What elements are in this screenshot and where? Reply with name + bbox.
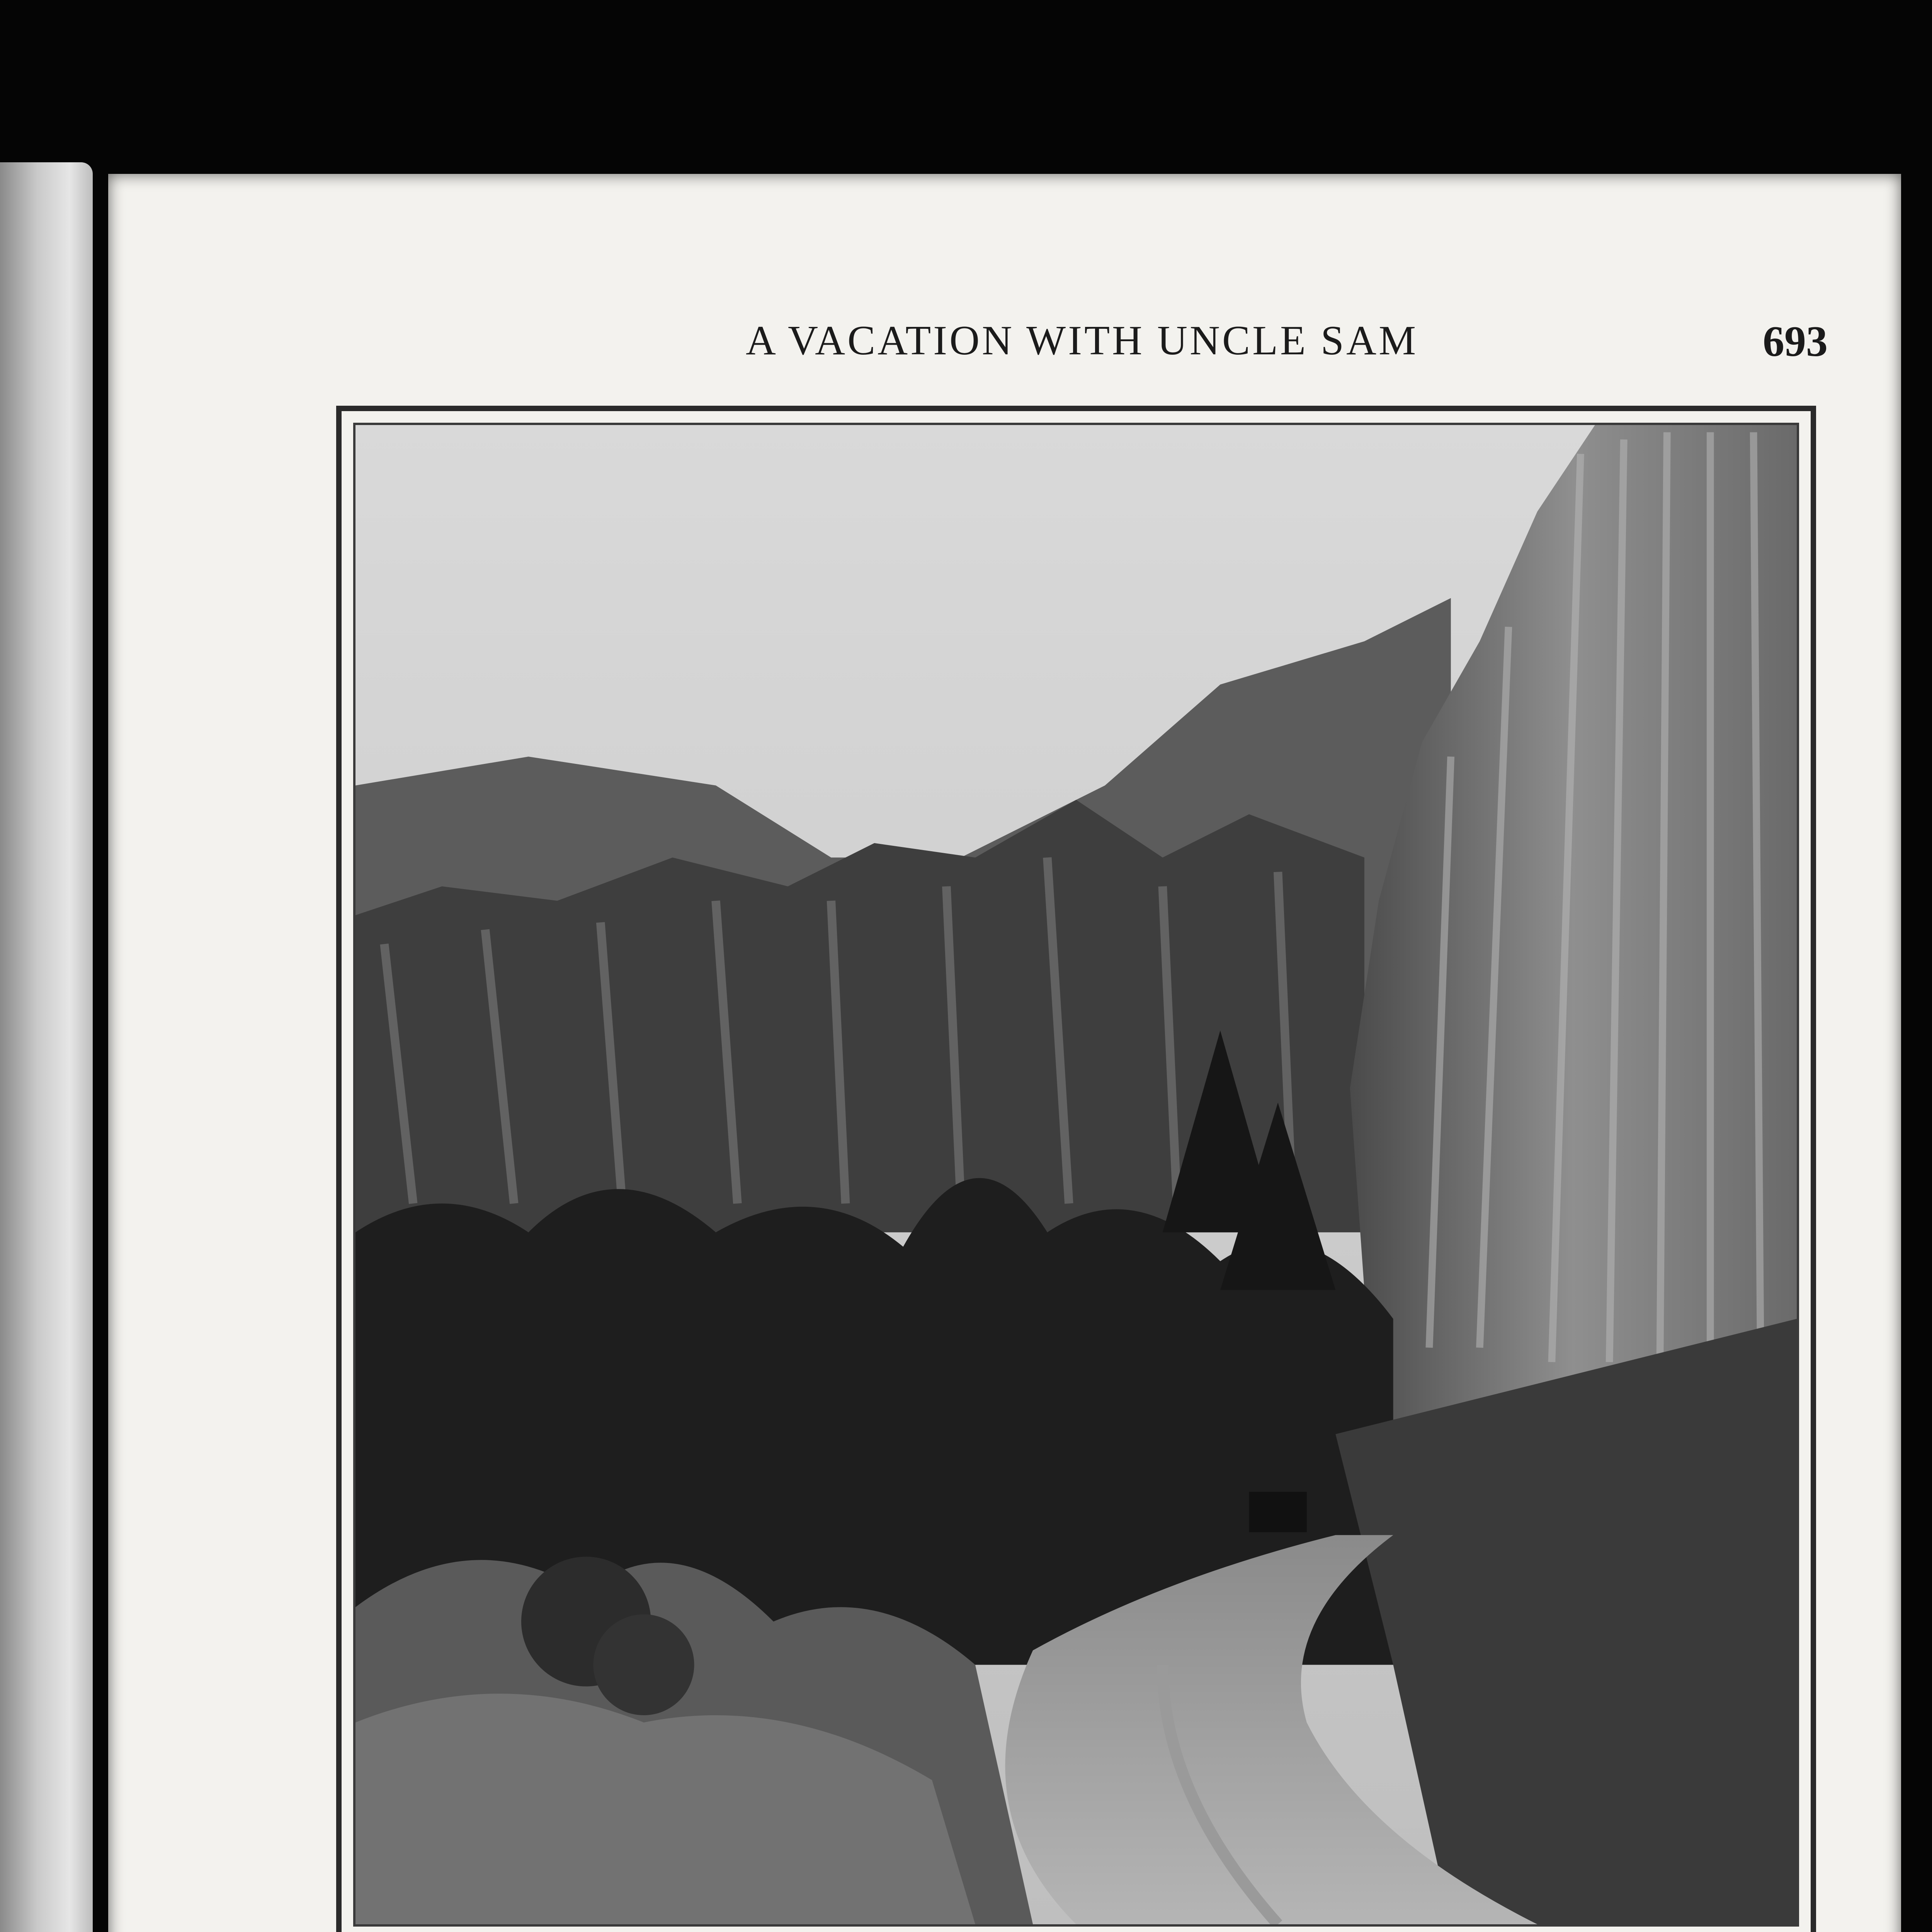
adjacent-page-edge	[0, 162, 93, 1932]
running-title: A VACATION WITH UNCLE SAM	[746, 318, 1418, 364]
page-number: 693	[1763, 318, 1828, 366]
magazine-page	[108, 174, 1901, 1932]
canyon-road-photo	[353, 423, 1799, 1927]
photo-frame	[336, 406, 1816, 1932]
running-head	[108, 317, 1901, 379]
photo-illustration	[355, 425, 1797, 1924]
